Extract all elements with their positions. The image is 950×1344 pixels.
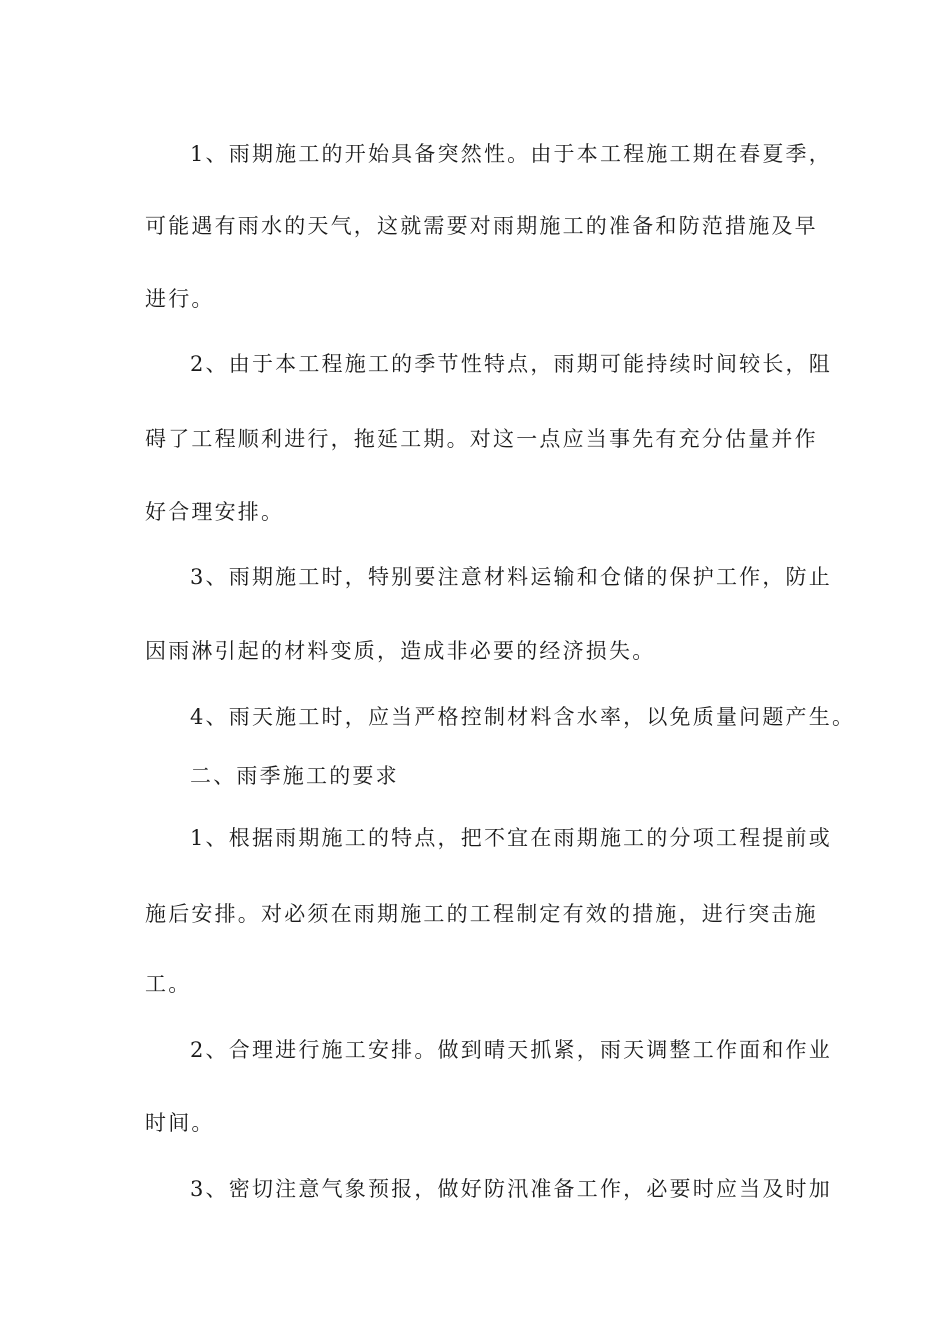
paragraph-1-line-2: 可能遇有雨水的天气，这就需要对雨期施工的准备和防范措施及早 <box>145 214 818 238</box>
paragraph-7-line-1: 3、密切注意气象预报，做好防汛准备工作，必要时应当及时加 <box>190 1177 832 1201</box>
paragraph-5-line-2: 施后安排。对必须在雨期施工的工程制定有效的措施，进行突击施 <box>145 902 818 926</box>
paragraph-1-line-1: 1、雨期施工的开始具备突然性。由于本工程施工期在春夏季， <box>190 142 832 166</box>
paragraph-1-line-3: 进行。 <box>145 287 215 311</box>
paragraph-2-line-3: 好合理安排。 <box>145 500 285 524</box>
paragraph-6-line-2: 时间。 <box>145 1111 215 1135</box>
paragraph-5-line-1: 1、根据雨期施工的特点，把不宜在雨期施工的分项工程提前或 <box>190 826 832 850</box>
paragraph-3-line-1: 3、雨期施工时，特别要注意材料运输和仓储的保护工作，防止 <box>190 565 832 589</box>
paragraph-2-line-2: 碍了工程顺利进行，拖延工期。对这一点应当事先有充分估量并作 <box>145 427 818 451</box>
paragraph-2-line-1: 2、由于本工程施工的季节性特点，雨期可能持续时间较长，阻 <box>190 352 832 376</box>
section-heading: 二、雨季施工的要求 <box>190 764 399 788</box>
paragraph-3-line-2: 因雨淋引起的材料变质，造成非必要的经济损失。 <box>145 639 656 663</box>
paragraph-6-line-1: 2、合理进行施工安排。做到晴天抓紧，雨天调整工作面和作业 <box>190 1038 832 1062</box>
paragraph-4-line-1: 4、雨天施工时，应当严格控制材料含水率，以免质量问题产生。 <box>190 705 856 729</box>
paragraph-5-line-3: 工。 <box>145 972 192 996</box>
